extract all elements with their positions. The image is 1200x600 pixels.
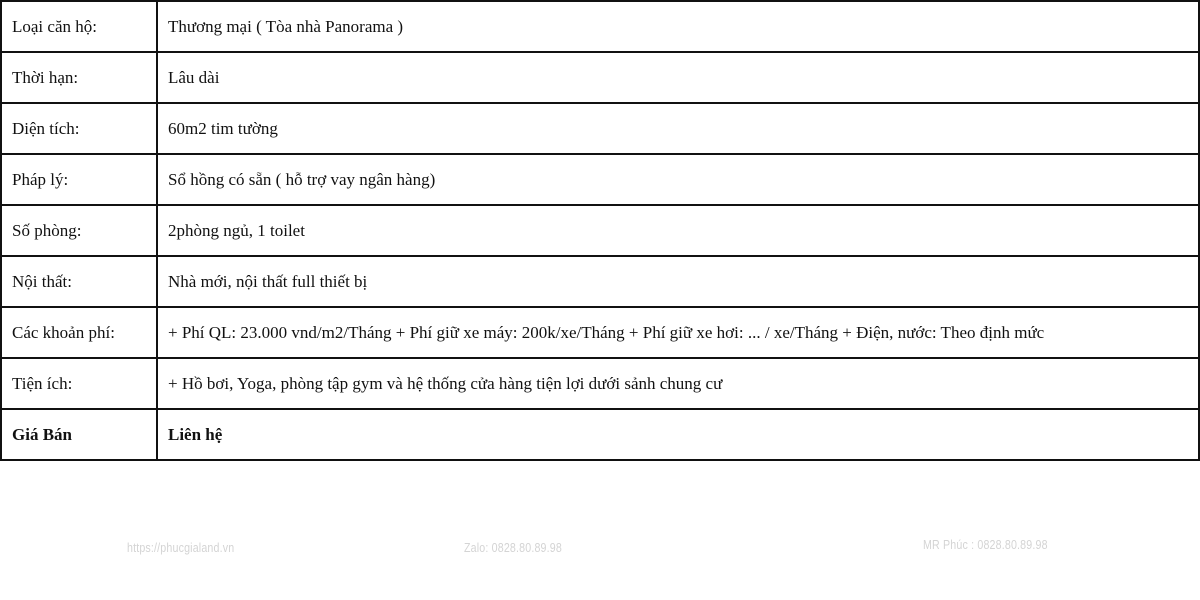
- row-label: Loại căn hộ:: [1, 1, 157, 52]
- row-label: Pháp lý:: [1, 154, 157, 205]
- row-value: 60m2 tim tường: [157, 103, 1199, 154]
- table-row-price: [1, 409, 1199, 460]
- row-value: Nhà mới, nội thất full thiết bị: [157, 256, 1199, 307]
- table-row-furniture: [1, 256, 1199, 307]
- row-value: 2phòng ngủ, 1 toilet: [157, 205, 1199, 256]
- row-value: Lâu dài: [157, 52, 1199, 103]
- row-value: Thương mại ( Tòa nhà Panorama ): [157, 1, 1199, 52]
- row-value: + Hồ bơi, Yoga, phòng tập gym và hệ thống cửa hàng tiện lợi dưới sảnh chung cư: [157, 358, 1199, 409]
- table-row-fees: [1, 307, 1199, 358]
- table-row-amenities: [1, 358, 1199, 409]
- row-value: Liên hệ: [157, 409, 1199, 460]
- table-row-apartment-type: [1, 1, 1199, 52]
- row-label: Tiện ích:: [1, 358, 157, 409]
- row-label: Các khoản phí:: [1, 307, 157, 358]
- row-label: Số phòng:: [1, 205, 157, 256]
- row-label: Giá Bán: [1, 409, 157, 460]
- row-label: Thời hạn:: [1, 52, 157, 103]
- watermark-phone: MR Phúc : 0828.80.89.98: [923, 537, 1048, 552]
- table-row-area: [1, 103, 1199, 154]
- row-label: Nội thất:: [1, 256, 157, 307]
- table-row-ownership-term: [1, 52, 1199, 103]
- watermark-website: https://phucgialand.vn: [127, 540, 235, 555]
- watermark-zalo: Zalo: 0828.80.89.98: [464, 540, 562, 555]
- table-row-legal-status: [1, 154, 1199, 205]
- row-label: Diện tích:: [1, 103, 157, 154]
- table-row-rooms: [1, 205, 1199, 256]
- row-value: + Phí QL: 23.000 vnd/m2/Tháng + Phí giữ xe máy: 200k/xe/Tháng + Phí giữ xe hơi: ... / xe/Tháng + Điện, nước: Theo định mức: [157, 307, 1199, 358]
- row-value: Sổ hồng có sẵn ( hỗ trợ vay ngân hàng): [157, 154, 1199, 205]
